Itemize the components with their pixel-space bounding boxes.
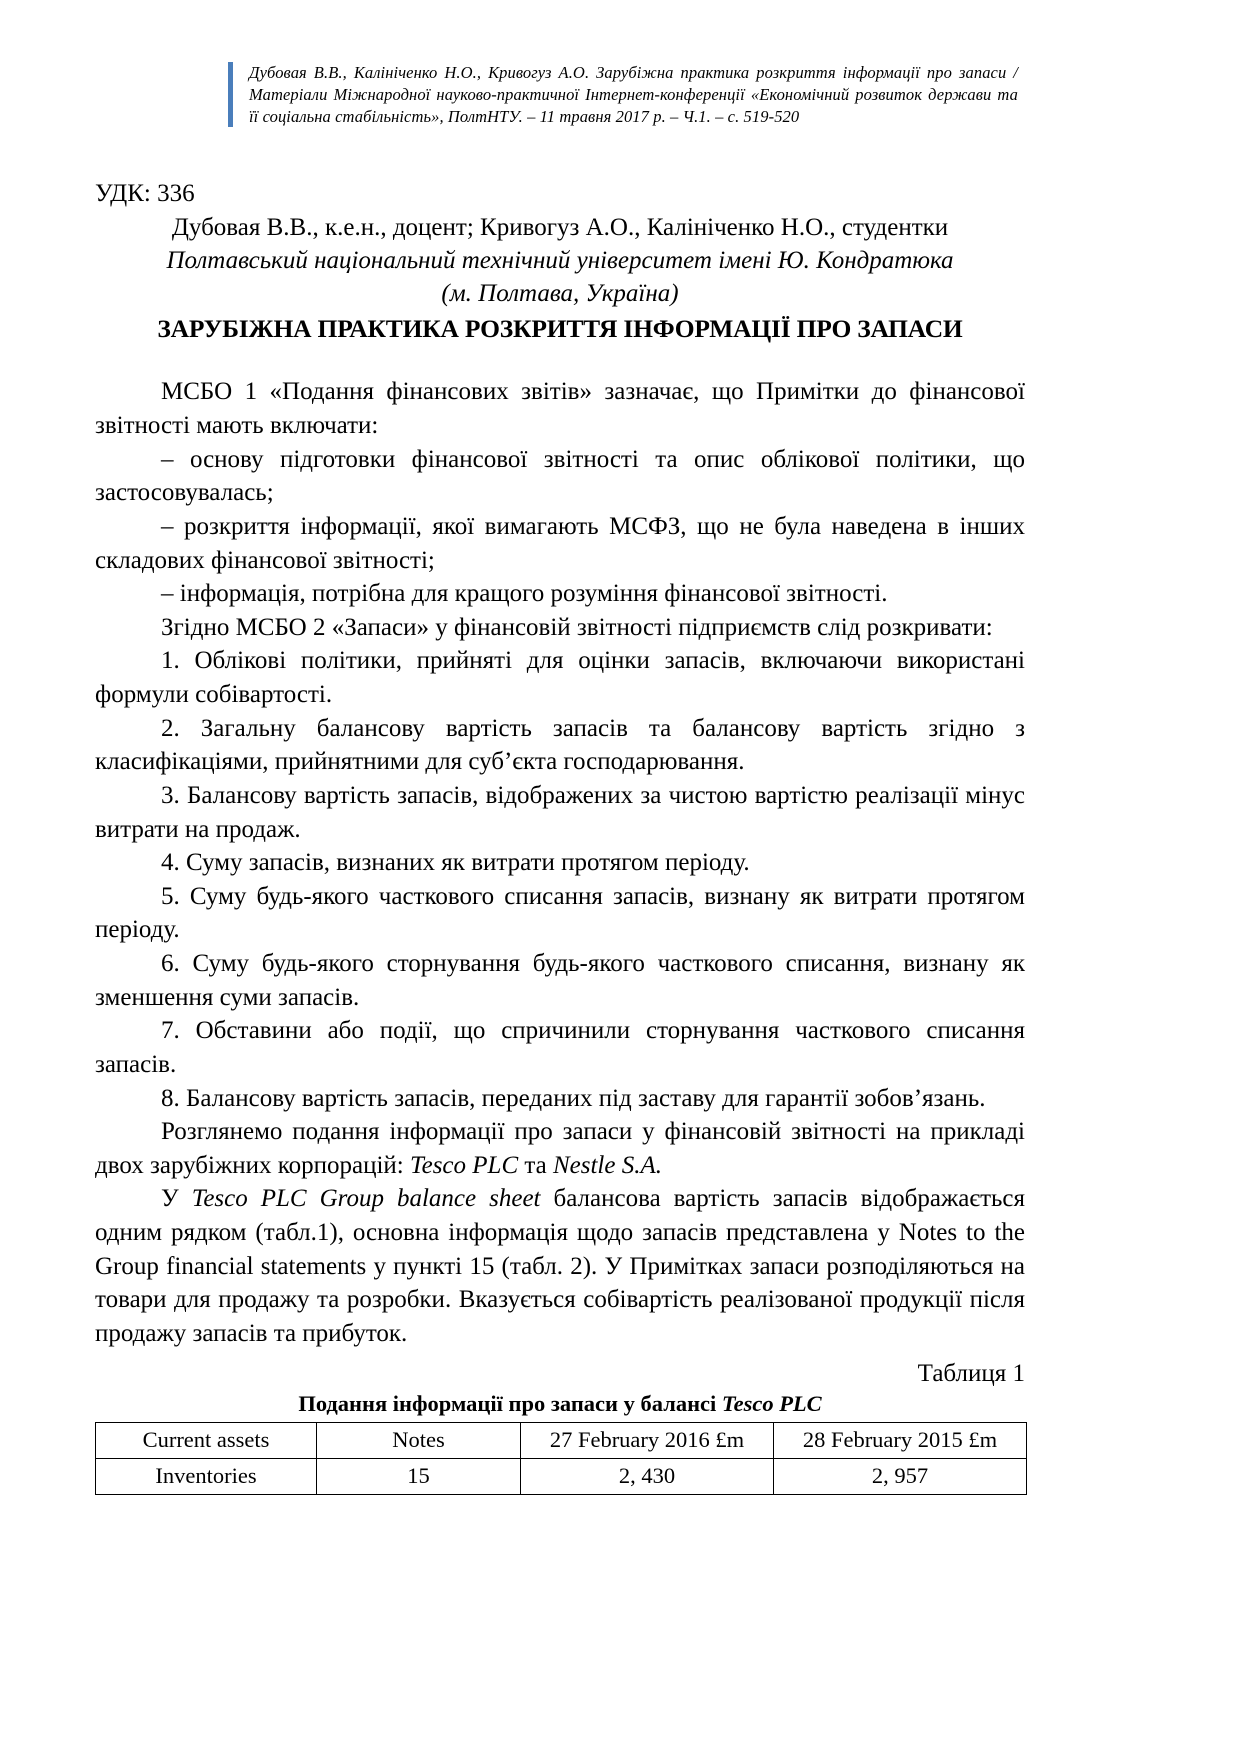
tesco-lead: У	[161, 1185, 192, 1213]
city-line: (м. Полтава, Україна)	[441, 280, 679, 308]
table-cell: 2, 430	[521, 1459, 774, 1495]
running-header-citation	[228, 62, 1018, 127]
numbered-item-7: 7. Обставини або події, що спричинили сторнування часткового списання запасів.	[95, 1017, 1025, 1078]
author-line: Дубовая В.В., к.е.н., доцент; Кривогуз А.О., Калініченко Н.О., студентки	[171, 214, 949, 242]
table-number-label: Таблиця 1	[917, 1359, 1025, 1387]
numbered-item-5: 5. Суму будь-якого часткового списання запасів, визнану як витрати протягом періоду.	[95, 882, 1025, 944]
table-header-cell: 27 February 2016 £m	[521, 1423, 774, 1459]
document-content	[95, 178, 1025, 1495]
table-caption-company: Tesco PLC	[721, 1391, 822, 1417]
company-tesco: Tesco PLC	[410, 1151, 519, 1179]
paragraph-ias2-intro: Згідно МСБО 2 «Запаси» у фінансовій звітності підприємств слід розкривати:	[161, 613, 993, 641]
page-title: ЗАРУБІЖНА ПРАКТИКА РОЗКРИТТЯ ІНФОРМАЦІЇ ПРО ЗАПАСИ	[157, 314, 963, 344]
table-caption	[95, 1390, 1025, 1418]
numbered-item-3: 3. Балансову вартість запасів, відображених за чистою вартістю реалізації мінус витрати на продаж.	[95, 781, 1025, 843]
table-header-cell: Notes	[317, 1423, 521, 1459]
table-header-row	[96, 1423, 1027, 1459]
examples-conjunction: та	[518, 1151, 553, 1179]
tesco-balance-sheet-ref: Tesco PLC Group balance sheet	[191, 1185, 541, 1213]
table-cell: 2, 957	[774, 1459, 1027, 1495]
company-nestle: Nestle S.A.	[552, 1151, 662, 1179]
numbered-item-4: 4. Суму запасів, визнаних як витрати протягом періоду.	[161, 849, 750, 877]
udk-code: УДК: 336	[95, 180, 195, 207]
paragraph-examples	[95, 1115, 1025, 1182]
affiliation-line: Полтавський національний технічний університет імені Ю. Кондратюка	[166, 247, 954, 275]
numbered-item-2: 2. Загальну балансову вартість запасів та балансову вартість згідно з класифікаціями, прийнятними для суб’єкта господарювання.	[95, 714, 1025, 776]
numbered-item-8: 8. Балансову вартість запасів, переданих під заставу для гарантії зобов’язань.	[161, 1084, 986, 1112]
numbered-item-1: 1. Облікові політики, прийняті для оцінки запасів, включаючи використані формули собівартості.	[95, 647, 1025, 709]
examples-lead: Розглянемо подання інформації про запаси у фінансовій звітності на прикладі двох зарубіжних корпорацій:	[95, 1118, 1025, 1179]
table-caption-prefix: Подання інформації про запаси у балансі	[298, 1391, 722, 1417]
table-inventories-balance	[95, 1422, 1027, 1495]
paragraph-tesco-detail	[95, 1182, 1025, 1350]
table-cell: Inventories	[96, 1459, 317, 1495]
table-header-cell: Current assets	[96, 1423, 317, 1459]
bullet-item-3: – інформація, потрібна для кращого розуміння фінансової звітності.	[161, 580, 888, 608]
paragraph-intro: МСБО 1 «Подання фінансових звітів» зазначає, що Примітки до фінансової звітності мають включати:	[95, 378, 1025, 440]
table-header-cell: 28 February 2015 £m	[774, 1423, 1027, 1459]
bullet-item-1: – основу підготовки фінансової звітності та опис облікової політики, що застосовувалась;	[95, 445, 1025, 507]
tesco-detail-text: балансова вартість запасів відображається одним рядком (табл.1), основна інформація щодо запасів представлена у Notes to the Group financial statements у пункті 15 (табл. 2). У Примітках запаси розподіляються на товари для продажу та розробки. Вказується собівартість реалізованої продукції після продажу запасів та прибуток.	[95, 1185, 1025, 1347]
table-cell: 15	[317, 1459, 521, 1495]
table-row	[96, 1459, 1027, 1495]
numbered-item-6: 6. Суму будь-якого сторнування будь-якого часткового списання, визнану як зменшення суми запасів.	[95, 950, 1025, 1011]
article-body	[95, 375, 1025, 1350]
citation-text: Дубовая В.В., Калініченко Н.О., Кривогуз А.О. Зарубіжна практика розкриття інформації про запаси / Матеріали Міжнародної науково-практичної Інтернет-конференції «Економічний розвиток держави та її соціальна стабільність», ПолтНТУ. – 11 травня 2017 р. – Ч.1. – с. 519-520	[249, 63, 1018, 126]
bullet-item-2: – розкриття інформації, якої вимагають МСФЗ, що не була наведена в інших складових фінансової звітності;	[95, 512, 1025, 574]
